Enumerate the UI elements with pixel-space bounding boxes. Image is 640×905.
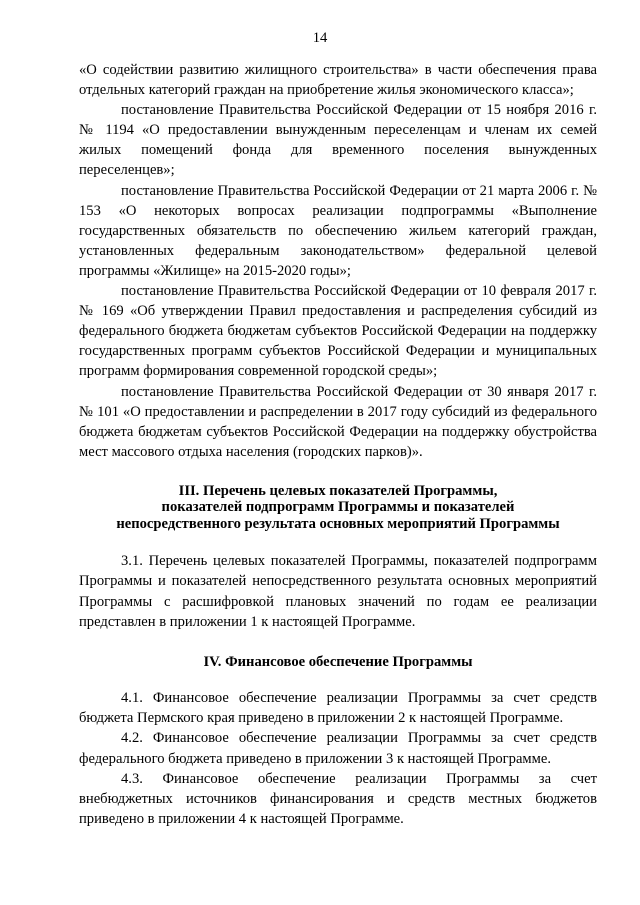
paragraph-4-3: 4.3. Финансовое обеспечение реализации Программы за счет внебюджетных источников финансирования и средств местных бюджетов приведено в приложении 4 к настоящей Программе. — [79, 770, 597, 827]
section-3-heading-line: непосредственного результата основных мероприятий Программы — [116, 515, 560, 532]
section-4-heading-text: IV. Финансовое обеспечение Программы — [203, 653, 473, 670]
paragraph-decree-101: постановление Правительства Российской Федерации от 30 января 2017 г. № 101 «О предоставлении и распределении в 2017 году субсидий из федерального бюджета бюджетам субъектов Российской Федерации на поддержку обустройства мест массового отдыха населения (городских парков)». — [79, 383, 597, 460]
paragraph-decree-153: постановление Правительства Российской Федерации от 21 марта 2006 г. № 153 «О некоторых вопросах реализации подпрограммы «Выполнение государственных обязательств по обеспечению жильем категорий граждан, установленных федеральным законодательством» федеральной целевой программы «Жилище» на 2015-2020 годы»; — [79, 182, 597, 279]
section-4-heading — [79, 654, 597, 671]
page-number: 14 — [312, 30, 328, 46]
paragraph-continuation: «О содействии развитию жилищного строительства» в части обеспечения права отдельных категорий граждан на приобретение жилья экономического класса»; — [79, 62, 597, 99]
section-3-heading — [79, 483, 597, 533]
paragraph-decree-1194: постановление Правительства Российской Федерации от 15 ноября 2016 г. № 1194 «О предоставлении вынужденным переселенцам и членам их семей жилых помещений фонда для временного поселения вынужденных переселенцев»; — [79, 102, 597, 179]
section-3-heading-line: показателей подпрограмм Программы и показателей — [161, 499, 515, 516]
document-body — [79, 60, 597, 829]
paragraph-4-2: 4.2. Финансовое обеспечение реализации Программы за счет средств федерального бюджета приведено в приложении 3 к настоящей Программе. — [79, 730, 597, 767]
paragraph-3-1: 3.1. Перечень целевых показателей Программы, показателей подпрограмм Программы и показателей непосредственного результата основных мероприятий Программы с расшифровкой плановых значений по годам ее реализации представлен в приложении 1 к настоящей Программе. — [79, 553, 597, 630]
paragraph-4-1: 4.1. Финансовое обеспечение реализации Программы за счет средств бюджета Пермского края приведено в приложении 2 к настоящей Программе. — [79, 690, 597, 727]
section-3-heading-line: III. Перечень целевых показателей Программы, — [178, 482, 498, 499]
paragraph-decree-169: постановление Правительства Российской Федерации от 10 февраля 2017 г. № 169 «Об утверждении Правил предоставления и распределения субсидий из федерального бюджета бюджетам субъектов Российской Федерации на поддержку государственных программ субъектов Российской Федерации и муниципальных программ формирования современной городской среды»; — [79, 283, 597, 380]
